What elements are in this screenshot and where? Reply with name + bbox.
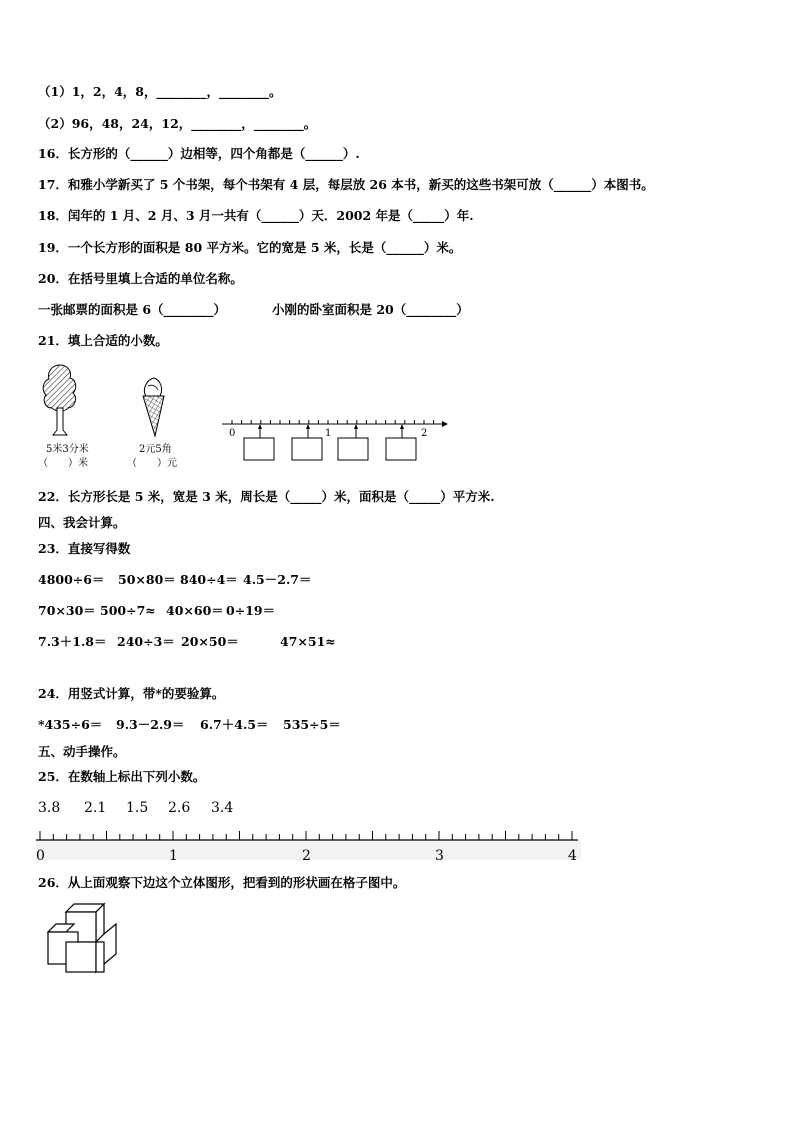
calc-r3c3: 20×50＝ — [181, 634, 239, 649]
q15-part1: （1）1，2，4，8，________，________。 — [38, 84, 282, 99]
question-25: 25．在数轴上标出下列小数。 — [38, 769, 206, 784]
pointer-arrow — [400, 424, 404, 429]
axis-label: 0 — [36, 848, 45, 864]
decimal-3: 1.5 — [126, 800, 149, 816]
question-18: 18．闰年的 1 月、2 月、3 月一共有（______）天．2002 年是（_____）年. — [38, 208, 474, 223]
answer-box — [386, 438, 416, 460]
section-4-heading: 四、我会计算。 — [38, 515, 126, 530]
q21-number-line — [220, 410, 450, 466]
pointer-arrow — [306, 424, 310, 429]
pointer-arrow — [258, 424, 262, 429]
calc-r2c4: 0÷19＝ — [226, 603, 276, 618]
calc-r2c1: 70×30＝ — [38, 603, 96, 618]
ice-cream-answer: （ ）元 — [127, 458, 177, 469]
ice-cream-illustration — [138, 376, 168, 444]
question-24: 24．用竖式计算，带*的要验算。 — [38, 686, 225, 701]
axis-label: 1 — [169, 848, 178, 864]
decimal-2: 2.1 — [84, 800, 107, 816]
tree-answer: （ ）米 — [38, 458, 88, 469]
decimal-1: 3.8 — [38, 800, 61, 816]
question-22: 22．长方形长是 5 米，宽是 3 米，周长是（_____）米，面积是（_____）平方米. — [38, 489, 495, 504]
axis-label: 4 — [568, 848, 577, 864]
decimal-5: 3.4 — [211, 800, 234, 816]
question-20-bedroom: 小刚的卧室面积是 20（________） — [272, 302, 469, 317]
question-21: 21．填上合适的小数。 — [38, 333, 168, 348]
tree-illustration — [40, 362, 80, 442]
question-20-stamp: 一张邮票的面积是 6（________） — [38, 302, 227, 317]
question-20: 20．在括号里填上合适的单位名称。 — [38, 271, 243, 286]
axis-label: 2 — [421, 428, 428, 439]
question-17: 17．和雅小学新买了 5 个书架，每个书架有 4 层，每层放 26 本书，新买的这些书架可放（______）本图书。 — [38, 177, 654, 192]
section-5-heading: 五、动手操作。 — [38, 744, 126, 759]
answer-box — [338, 438, 368, 460]
axis-label: 0 — [229, 428, 236, 439]
question-19: 19．一个长方形的面积是 80 平方米。它的宽是 5 米，长是（______）米。 — [38, 240, 462, 255]
calc-r2c3: 40×60＝ — [166, 603, 224, 618]
decimal-4: 2.6 — [168, 800, 191, 816]
calc-r3c2: 240÷3＝ — [117, 634, 175, 649]
calc-r1c3: 840÷4＝ — [180, 572, 238, 587]
cube-solid-figure — [44, 900, 124, 978]
question-23: 23．直接写得数 — [38, 541, 131, 556]
q25-number-line — [36, 826, 582, 862]
answer-box — [244, 438, 274, 460]
vcalc-2: 9.3－2.9＝ — [116, 717, 185, 732]
vcalc-1: *435÷6＝ — [38, 717, 103, 732]
calc-r1c4: 4.5－2.7＝ — [243, 572, 312, 587]
ice-cream-caption: 2元5角 — [139, 444, 172, 455]
tree-caption: 5米3分米 — [46, 444, 89, 455]
axis-label: 3 — [435, 848, 444, 864]
answer-box — [292, 438, 322, 460]
question-16: 16．长方形的（______）边相等，四个角都是（______）. — [38, 146, 360, 161]
pointer-arrow — [354, 424, 358, 429]
q15-part2: （2）96，48，24，12，________，________。 — [38, 116, 317, 131]
axis-label: 1 — [325, 428, 332, 439]
calc-r3c1: 7.3＋1.8＝ — [38, 634, 107, 649]
question-26: 26．从上面观察下边这个立体图形，把看到的形状画在格子图中。 — [38, 875, 406, 890]
axis-arrow — [442, 421, 448, 427]
calc-r1c1: 4800÷6＝ — [38, 572, 105, 587]
vcalc-3: 6.7＋4.5＝ — [200, 717, 269, 732]
calc-r1c2: 50×80＝ — [118, 572, 176, 587]
calc-r3c4: 47×51≈ — [280, 634, 336, 649]
calc-r2c2: 500÷7≈ — [100, 603, 156, 618]
vcalc-4: 535÷5＝ — [283, 717, 341, 732]
axis-label: 2 — [302, 848, 311, 864]
